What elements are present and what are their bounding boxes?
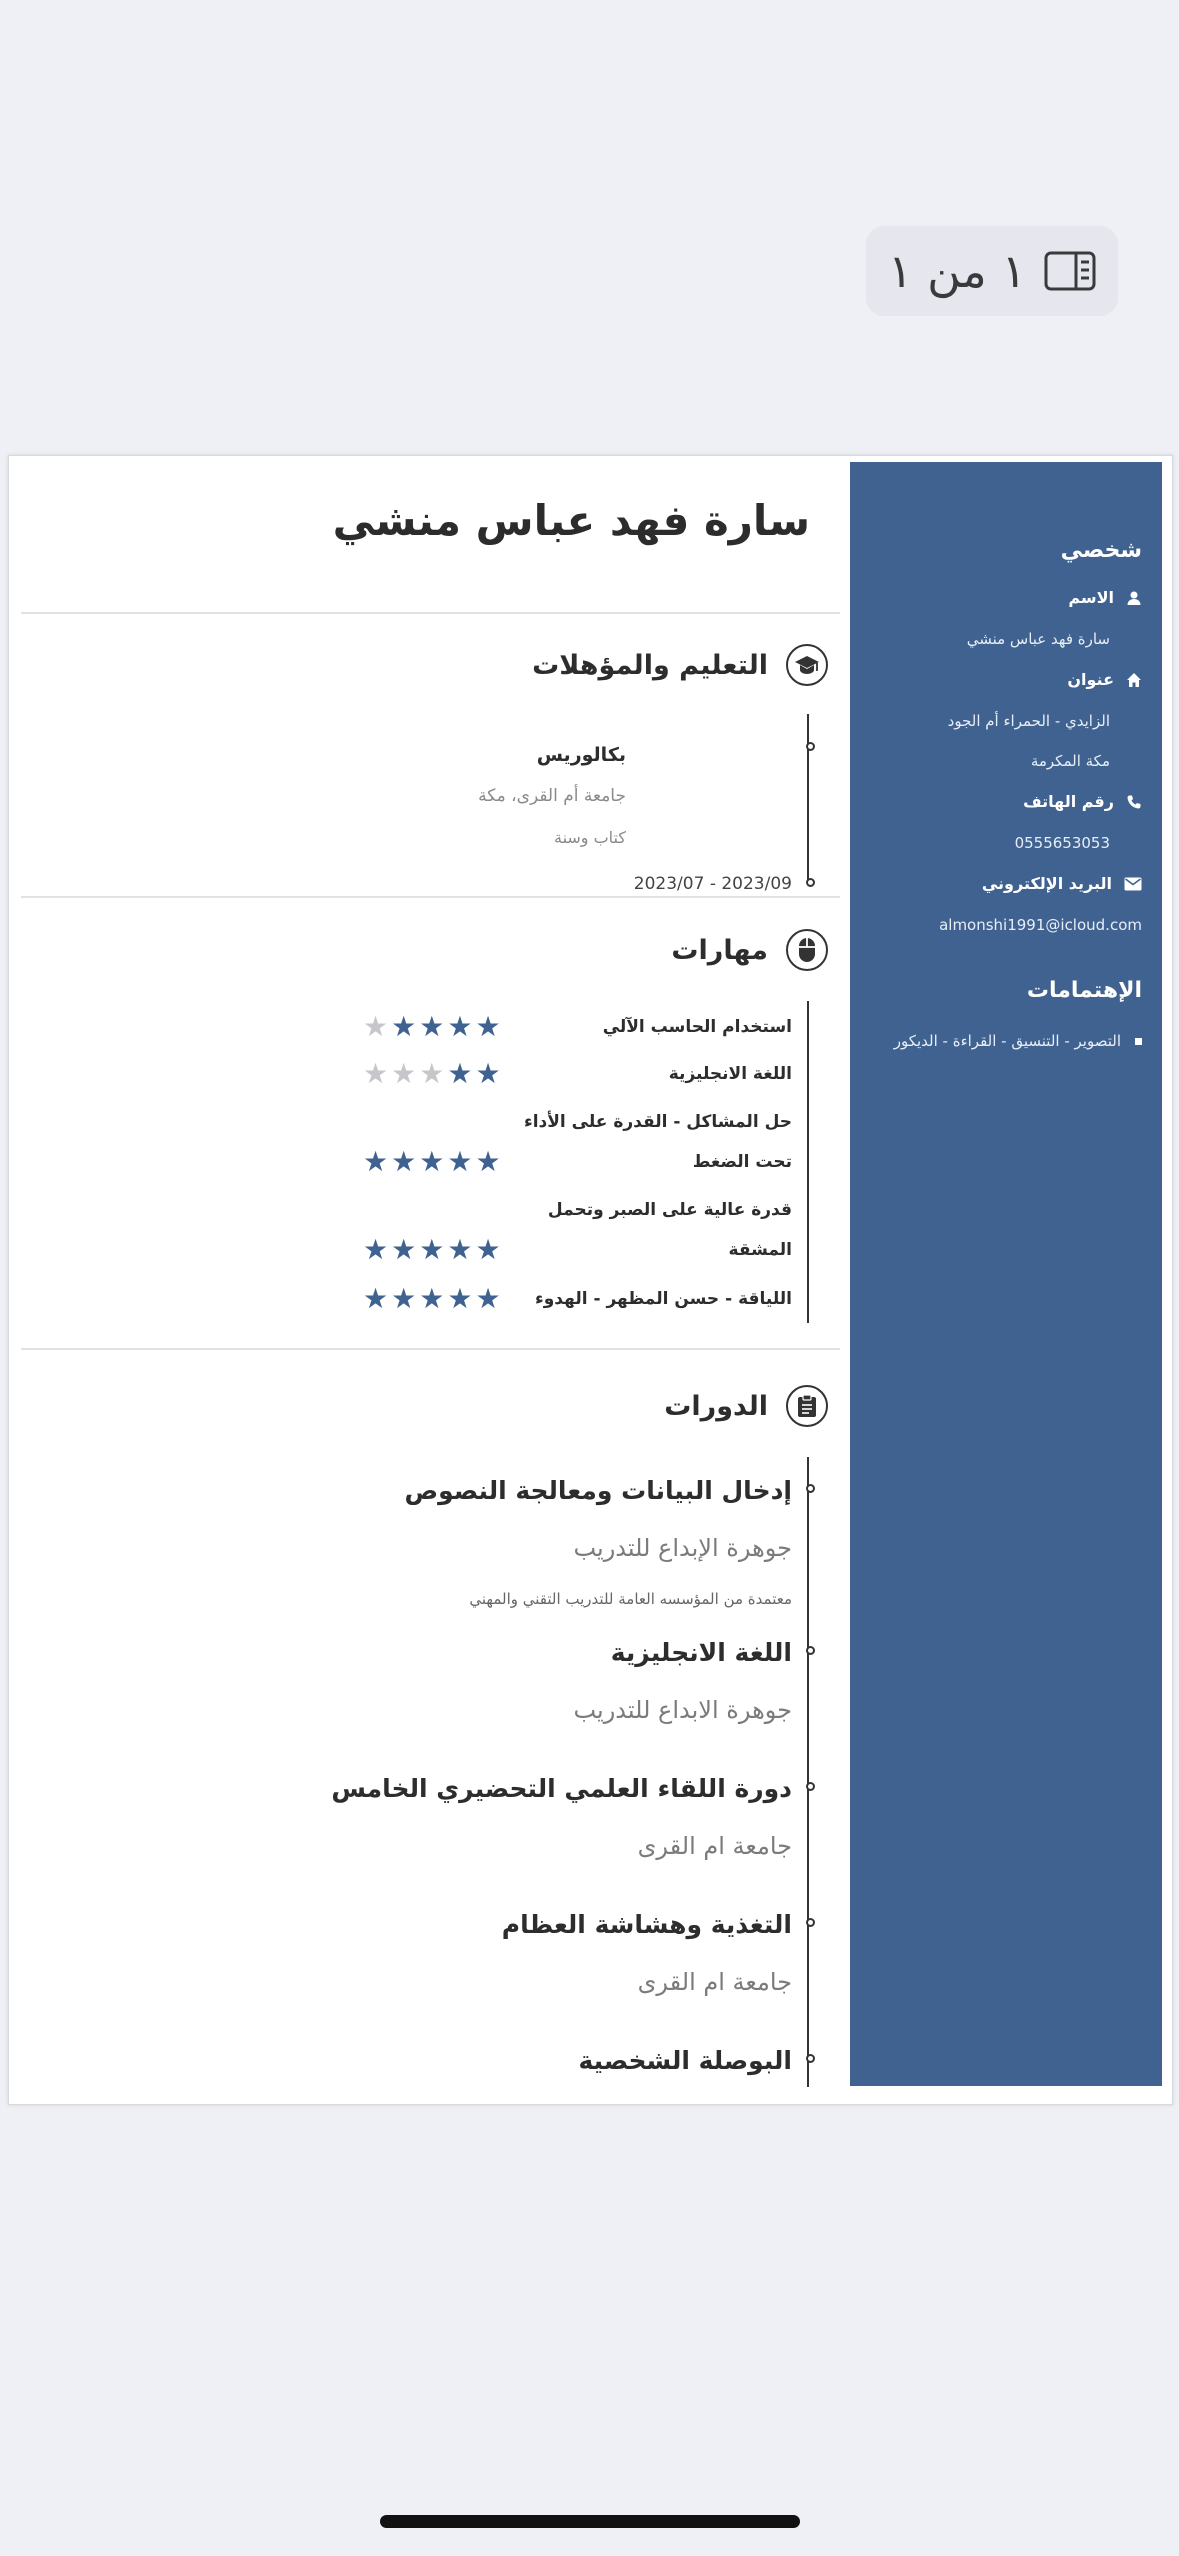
timeline-dot: [806, 1484, 815, 1493]
skill-label: اللغة الانجليزية: [668, 1064, 792, 1084]
star-filled-icon: ★: [447, 1282, 473, 1315]
home-indicator[interactable]: [380, 2515, 800, 2528]
skill-rating: [363, 1057, 501, 1090]
education-university: جامعة أم القرى، مكة: [478, 786, 626, 806]
mouse-icon: [786, 929, 828, 971]
star-empty-icon: ★: [391, 1057, 417, 1090]
skill-label: استخدام الحاسب الآلي: [602, 1017, 792, 1037]
star-filled-icon: ★: [447, 1145, 473, 1178]
timeline-dot: [806, 1646, 815, 1655]
star-filled-icon: ★: [391, 1233, 417, 1266]
star-filled-icon: ★: [447, 1057, 473, 1090]
star-filled-icon: ★: [419, 1010, 445, 1043]
course-title: التغذية وهشاشة العظام: [501, 1910, 792, 1939]
resume-name: سارة فهد عباس منشي: [332, 496, 810, 545]
name-value: سارة فهد عباس منشي: [966, 630, 1110, 648]
star-empty-icon: ★: [363, 1010, 389, 1043]
divider: [21, 1348, 840, 1350]
skill-label-line1: حل المشاكل - القدرة على الأداء: [524, 1112, 792, 1132]
personal-section-title: شخصي: [1060, 538, 1142, 563]
clipboard-icon: [786, 1385, 828, 1427]
timeline-line: [807, 1457, 809, 2087]
star-filled-icon: ★: [363, 1233, 389, 1266]
courses-title: الدورات: [664, 1390, 768, 1422]
course-title: اللغة الانجليزية: [610, 1638, 792, 1667]
star-empty-icon: ★: [419, 1057, 445, 1090]
star-filled-icon: ★: [419, 1233, 445, 1266]
course-title: البوصلة الشخصية: [578, 2046, 792, 2075]
course-org: جوهرة الابداع للتدريب: [573, 1696, 792, 1724]
timeline-dot: [806, 2054, 815, 2063]
phone-value: 0555653053: [1014, 834, 1110, 852]
home-icon: [1126, 672, 1142, 688]
graduation-cap-icon: [786, 644, 828, 686]
star-filled-icon: ★: [475, 1057, 501, 1090]
page-indicator[interactable]: [866, 226, 1118, 316]
skill-rating: [363, 1233, 501, 1266]
star-filled-icon: ★: [391, 1282, 417, 1315]
star-filled-icon: ★: [475, 1145, 501, 1178]
star-filled-icon: ★: [419, 1145, 445, 1178]
star-filled-icon: ★: [475, 1233, 501, 1266]
star-filled-icon: ★: [475, 1010, 501, 1043]
timeline-dot: [806, 742, 815, 751]
star-filled-icon: ★: [419, 1282, 445, 1315]
star-filled-icon: ★: [363, 1145, 389, 1178]
skill-rating: [363, 1145, 501, 1178]
star-filled-icon: ★: [363, 1282, 389, 1315]
timeline-dot: [806, 1782, 815, 1791]
course-org: جامعة ام القرى: [637, 1832, 792, 1860]
star-filled-icon: ★: [447, 1233, 473, 1266]
resume-main: [31, 456, 840, 2104]
star-filled-icon: ★: [475, 1282, 501, 1315]
education-title: التعليم والمؤهلات: [532, 649, 768, 681]
phone-label: رقم الهاتف: [1023, 792, 1142, 811]
star-filled-icon: ★: [391, 1010, 417, 1043]
timeline-line: [807, 714, 809, 884]
course-title: دورة اللقاء العلمي التحضيري الخامس: [331, 1774, 792, 1803]
timeline-dot: [806, 1918, 815, 1927]
address-label: عنوان: [1067, 670, 1142, 689]
education-note: كتاب وسنة: [553, 828, 626, 847]
address-line-2: مكة المكرمة: [1030, 752, 1110, 770]
course-note: معتمدة من المؤسسه العامة للتدريب التقني والمهني: [469, 1590, 792, 1608]
courses-section-header: [664, 1385, 828, 1427]
bullet-icon: [1135, 1038, 1142, 1045]
skills-section-header: [671, 929, 828, 971]
resume-sidebar: [850, 462, 1162, 2086]
page-indicator-text: ١ من ١: [887, 244, 1027, 298]
course-org: جامعة ام القرى: [637, 1968, 792, 1996]
timeline-dot: [806, 878, 815, 887]
interests-section-title: الإهتمامات: [1026, 978, 1142, 1003]
timeline-line: [807, 1001, 809, 1323]
skills-title: مهارات: [671, 934, 768, 966]
email-label: البريد الإلكتروني: [982, 874, 1142, 893]
skill-label-line2: تحت الضغط: [692, 1152, 792, 1172]
interest-item: التصوير - التنسيق - القراءة - الديكور: [894, 1032, 1142, 1050]
resume-document[interactable]: [8, 455, 1173, 2105]
skill-label: اللياقة - حسن المظهر - الهدوء: [535, 1289, 792, 1309]
skill-rating: [363, 1282, 501, 1315]
name-label: الاسم: [1068, 588, 1142, 607]
divider: [21, 896, 840, 898]
course-title: إدخال البيانات ومعالجة النصوص: [404, 1476, 792, 1505]
star-filled-icon: ★: [447, 1010, 473, 1043]
education-degree: بكالوريس: [536, 744, 626, 766]
divider: [21, 612, 840, 614]
education-date: 2023/07 - 2023/09: [633, 874, 792, 894]
star-empty-icon: ★: [363, 1057, 389, 1090]
education-section-header: [532, 644, 828, 686]
star-filled-icon: ★: [391, 1145, 417, 1178]
skill-label-line1: قدرة عالية على الصبر وتحمل: [547, 1200, 792, 1220]
phone-icon: [1126, 794, 1142, 810]
skill-rating: [363, 1010, 501, 1043]
skill-label-line2: المشقة: [728, 1240, 792, 1260]
person-icon: [1126, 590, 1142, 606]
page-sidebar-icon: [1044, 251, 1096, 291]
email-value: almonshi1991@icloud.com: [939, 916, 1142, 934]
address-line-1: الزايدي - الحمراء أم الجود: [947, 712, 1110, 730]
course-org: جوهرة الإبداع للتدريب: [573, 1534, 792, 1562]
mail-icon: [1124, 877, 1142, 891]
